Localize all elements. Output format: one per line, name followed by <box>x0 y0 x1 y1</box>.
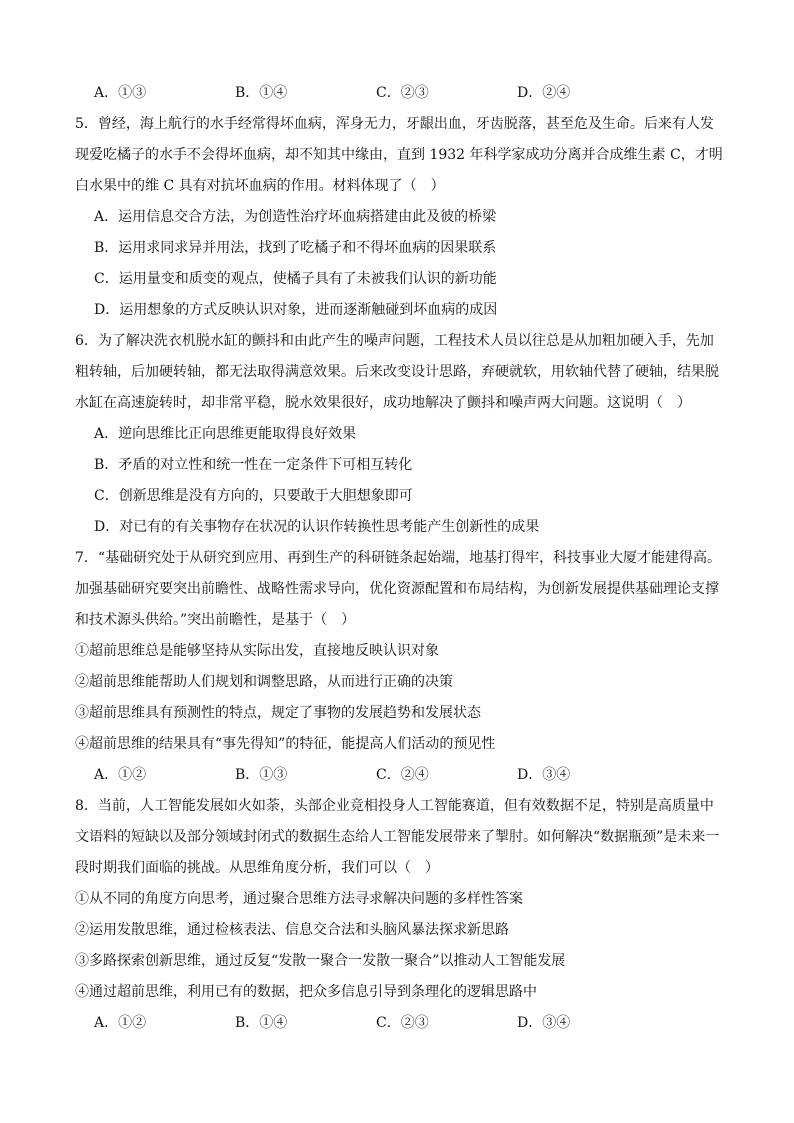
question-stem-line: 白水果中的维 C 具有对抗坏血病的作用。材料体现了（ ） <box>75 178 445 194</box>
option-c: C．创新思维是没有方向的，只要敢于大胆想象即可 <box>94 488 413 504</box>
question-7 <box>75 543 754 791</box>
choice-b: B．①④ <box>235 85 288 101</box>
choice-c: C．②③ <box>376 85 429 101</box>
option-c: C．运用量变和质变的观点，使橘子具有了未被我们认识的新功能 <box>94 271 497 287</box>
option-b: B．运用求同求异并用法，找到了吃橘子和不得坏血病的因果联系 <box>94 240 497 256</box>
choice-d: D．③④ <box>517 767 571 783</box>
question-stem-line: 6．为了解决洗衣机脱水缸的颤抖和由此产生的噪声问题，工程技术人员以往总是从加粗加硬入手，先加 <box>75 333 714 349</box>
option-d: D．对已有的有关事物存在状况的认识作转换性思考能产生创新性的成果 <box>94 519 540 535</box>
question-stem-line: 现爱吃橘子的水手不会得坏血病，却不知其中缘由，直到 1932 年科学家成功分离并合成维生素 C，才明 <box>75 147 723 163</box>
option-a: A．运用信息交合方法，为创造性治疗坏血病搭建由此及彼的桥梁 <box>94 209 497 225</box>
choice-d: D．②④ <box>517 85 571 101</box>
answer-choices <box>75 760 754 791</box>
question-stem-line: 加强基础研究要突出前瞻性、战略性需求导向，优化资源配置和布局结构，为创新发展提供基础理论支撑 <box>75 581 719 597</box>
question-stem-line: 5．曾经，海上航行的水手经常得坏血病，浑身无力，牙龈出血，牙齿脱落，甚至危及生命。后来有人发 <box>75 116 714 132</box>
prev-question-choices <box>75 78 754 109</box>
answer-choices <box>75 1008 754 1039</box>
choice-c: C．②③ <box>376 1015 429 1031</box>
choice-b: B．①③ <box>235 767 288 783</box>
question-stem-line: 8．当前，人工智能发展如火如荼，头部企业竞相投身人工智能赛道，但有效数据不足，特别是高质量中 <box>75 798 714 814</box>
choice-d: D．③④ <box>517 1015 571 1031</box>
statement-3: ③多路探索创新思维，通过反复“发散一聚合一发散一聚合”以推动人工智能发展 <box>75 953 566 969</box>
statement-3: ③超前思维具有预测性的特点，规定了事物的发展趋势和发展状态 <box>75 705 481 721</box>
question-stem-line: 水缸在高速旋转时，却非常平稳，脱水效果很好，成功地解决了颤抖和噪声两大问题。这说明（ ） <box>75 395 691 411</box>
question-6 <box>75 326 754 543</box>
choice-a: A．①② <box>94 1015 147 1031</box>
option-d: D．运用想象的方式反映认识对象，进而逐渐触碰到坏血病的成因 <box>94 302 498 318</box>
statement-2: ②运用发散思维，通过检核表法、信息交合法和头脑风暴法探求新思路 <box>75 922 509 938</box>
option-b: B．矛盾的对立性和统一性在一定条件下可相互转化 <box>94 457 413 473</box>
choice-c: C．②④ <box>376 767 429 783</box>
statement-1: ①超前思维总是能够坚持从实际出发，直接地反映认识对象 <box>75 643 439 659</box>
question-8 <box>75 791 754 1039</box>
choice-b: B．①④ <box>235 1015 288 1031</box>
question-stem-line: 段时期我们面临的挑战。从思维角度分析，我们可以（ ） <box>75 860 439 876</box>
statement-2: ②超前思维能帮助人们规划和调整思路，从而进行正确的决策 <box>75 674 453 690</box>
question-5 <box>75 109 754 326</box>
question-stem-line: 文语料的短缺以及部分领域封闭式的数据生态给人工智能发展带来了掣肘。如何解决“数据瓶颈”是未来一 <box>75 829 720 845</box>
question-stem-line: 7．“基础研究处于从研究到应用、再到生产的科研链条起始端，地基打得牢，科技事业大厦才能建得高。 <box>75 550 722 566</box>
choice-a: A．①② <box>94 767 147 783</box>
question-stem-line: 粗转轴，后加硬转轴，都无法取得满意效果。后来改变设计思路，弃硬就软，用软轴代替了硬轴，结果脱 <box>75 364 719 380</box>
statement-4: ④超前思维的结果具有“事先得知”的特征，能提高人们活动的预见性 <box>75 736 496 752</box>
statement-4: ④通过超前思维，利用已有的数据，把众多信息引导到条理化的逻辑思路中 <box>75 984 537 1000</box>
question-stem-line: 和技术源头供给。”突出前瞻性，是基于（ ） <box>75 612 356 628</box>
option-a: A．逆向思维比正向思维更能取得良好效果 <box>94 426 357 442</box>
choice-a: A．①③ <box>94 85 147 101</box>
statement-1: ①从不同的角度方向思考，通过聚合思维方法寻求解决问题的多样性答案 <box>75 891 523 907</box>
